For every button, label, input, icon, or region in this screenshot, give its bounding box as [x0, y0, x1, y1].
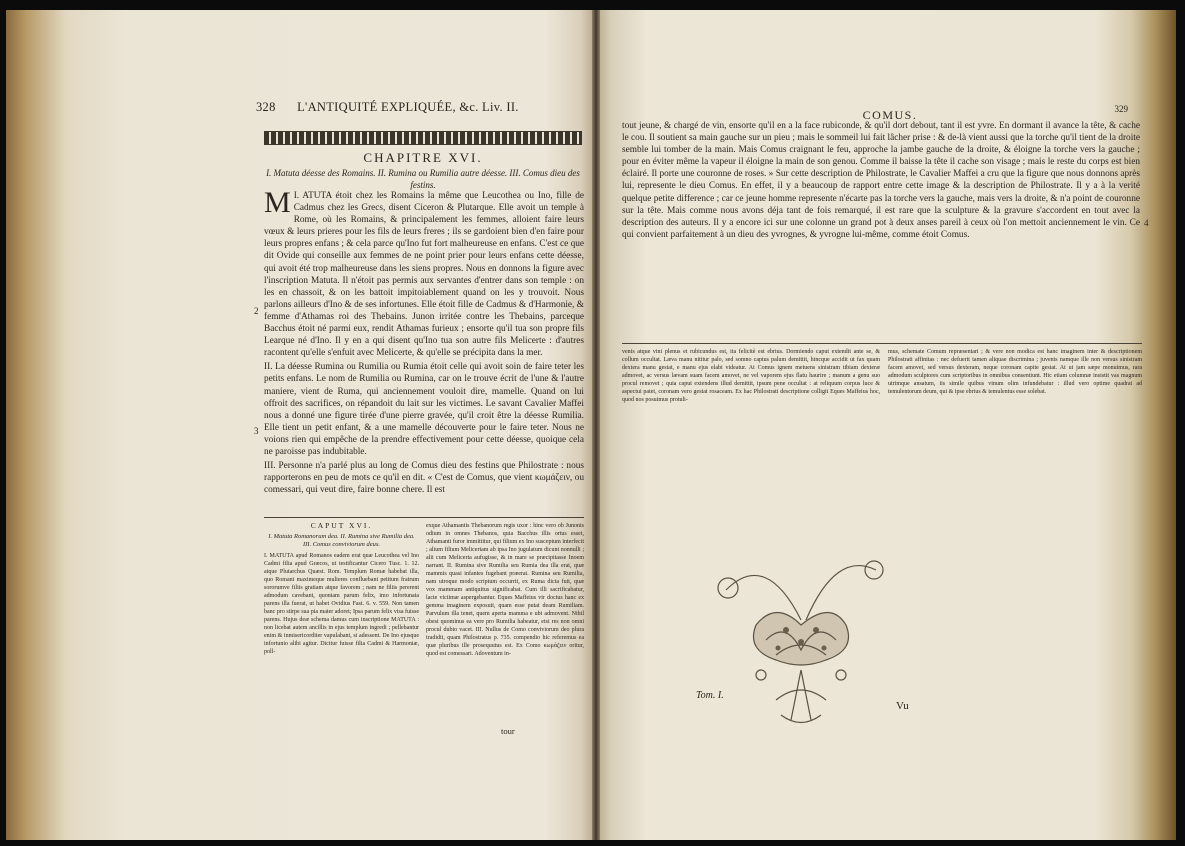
catchword-left: tour: [501, 726, 515, 736]
right-page-number: 329: [1114, 104, 1128, 114]
book-gutter: [592, 10, 600, 840]
paragraph-rumina: II. La déesse Rumina ou Rumilia ou Rumia étoit celle qui avoit soin de faire teter les petits enfans. Le nom de Rumilia ou Rumina, car on le trouve écrit de l'une & l'autre maniere, vient de Ruma, qui anciennement vouloit dire, mamelle. Quand on lui offroit des sacrifices, on répandoit du lait sur les victimes. Le savant Cavalier Maffei nous a donné une figure tirée d'une pierre gravée, qu'il croit être la déesse Rumilia. Elle tient un petit enfant, & a une mamelle découverte pour le faire teter. Nous ne voions rien qui empêche de la prendre effectivement pour cette déesse, quoique cela ne paroisse pas indubitable.: [264, 362, 584, 457]
left-running-header: [256, 100, 586, 115]
footnote-rule: [622, 343, 1142, 344]
latin-column-2: [426, 522, 584, 658]
right-page: [596, 10, 1176, 840]
chapter-summary: I. Matuta déesse des Romains. II. Rumina ou Rumilia autre déesse. III. Comus dieu des festins.: [266, 168, 580, 190]
left-page: [6, 10, 596, 840]
latin-column-1: [264, 522, 419, 656]
latin-text: I. MATUTA apud Romanos eadem erat quæ Leucothea vel Ino Cadmi filia apud Græcos, ut testificantur Cicero Tusc. 1. 12. atque Plutarchus Quæst. Rom. Templum Romæ habebat illa, quo Romani maximeque mulieres confluebant petitum fratrum sororumve filiis gratiam atque favorem ; nam ne filiis pererent admodum cavebant, quoniam parum felix, imo infortunata parens illa fuerat, ut habet Ovidius Fast. 6. v. 559. Non tamen banc pro stirpe sua pia mater adoret; Ipsa parum felix visa fuisse parens. Hujus deæ schema damus cum inscriptione MATUTA : non licebat autem ancillis in ejus templum ingredi ; pellebantur enim & inmisericorditer vapulabant, si adessent. De Ino ejusque infortunio alibi agitur. Dicitur fuisse filia Cadmi & Harmoniæ, poll-: [264, 553, 419, 655]
caput-title: CAPUT XVI.: [310, 521, 373, 530]
paragraph-comus-description: tout jeune, & chargé de vin, ensorte qu'il en a la face rubiconde, & qu'il dort debout, tant il est yvre. En dormant il avance la tête, & cache le cou. Il soutient sa main gauche sur un pieu ; mais le sommeil lui fait lâcher prise : & de-là vient aussi que la torche qu'il tient de la droite semble lui tomber de la main. Mais Comus craignant le feu, approche la jambe gauche de la droite, & éloigne la torche vers la gauche ; pour en éviter même la vapeur il éloigne la main de son genou. Comme il baisse la tête il cache son visage ; mais le reste du corps est bien éclairé. Il porte une couronne de roses. » Sur cette description de Philostrate, le Cavalier Maffei a cru que la figure que nous donnons après lui, represente le dieu Comus. En effet, il y a beaucoup de rapport entre cette image & la description de Philostrate. Il y a à la verité quelque petite difference ; car ce jeune homme represente n'écarte pas la torche vers la gauche, mais vers la droite, & n'a point de couronne sur la tête. Mais comme nous avons déja tant de fois remarqué, il est rare que la sculpture & la gravure s'accordent en tout avec la description des auteurs. Il y a encore ici sur une colonne un grand pot à deux anses pareil à ceux où l'on mettoit anciennement le vin. Ce qui convient parfaitement à un dieu des yvrognes, & yvrogne lui-même, comme étoit Comus.: [622, 121, 1140, 240]
paragraph-matuta: I. ATUTA étoit chez les Romains la même que Leucothea ou Ino, fille de Cadmus chez les Grecs, disent Ciceron & Plutarque. Elle avoit un temple à Rome, où les Romains, & principalement les femmes, alloient faire leurs vœux & leurs prieres pour les fils de leurs freres ; ils se gardoient bien d'en faire pour leurs propres enfans ; & cela parce qu'Ino fut fort malheureuse en enfans. C'est ce que dit Ovide qui conseille aux femmes de ne point prier pour leurs enfans cette déesse, qui avoit été trop malheureuse dans les siens propres. Nous en donnons la figure avec l'inscription Matuta. Il n'étoit pas permis aux servantes d'entrer dans son temple : on les en chassoit, & on les battoit impitoiablement quand on les y trouvoit. Nous parlons ailleurs d'Ino & de ses infortunes. Elle étoit fille de Cadmus & d'Harmonie, & femme d'Athamas roi des Thebains. Junon irritée contre les Thebains, parceque Bacchus étoit né parmi eux, rendit Athamas furieux ; ensorte qu'il tua son propre fils Learque né d'Ino. Il y en a qui disent qu'Ino tua son autre fils Melicerte : d'autres racontent qu'elle s'enfuit avec Melicerte, & qu'elle se précipita dans la mer.: [264, 191, 584, 359]
right-running-title: COMUS.: [862, 108, 918, 122]
french-body-right: [622, 120, 1140, 241]
chapter-title: CHAPITRE XVI.: [363, 150, 483, 165]
paragraph-comus: III. Personne n'a parlé plus au long de Comus dieu des festins que Philostrate : nous rapporterons en peu de mots ce qu'il en dit. « C'est de Comus, que vient κωμάζειν, ou comessari, qui veut dire, faire bonne chere. Il est: [264, 461, 584, 496]
left-page-number: 328: [256, 100, 276, 114]
caput-summary: I. Matuta Romanorum dea. II. Rumina sive Rumilia dea. III. Comus conviviorum deus.: [268, 533, 415, 548]
latin-column-4: mus, schemate Comum repræsentari ; & vere non modica est hanc imaginem inter & descriptionem Philostrati affinitas : nec defuerit tamen aliquae discrimina ; juvenis namque ille non versus sinistram facem amovet, sed versus dexteram, neque coronam capite gestat. At ut jam sæpe monuimus, rara admodum sculptores cum scriptoribus in omnibus consentiunt. Hic etiam columnæ insistit vas magnum utrimque ansatum, iis simile quibus vinum olim infundebatur : illud vero optime quadrat ad temulentorum deum, qui & ipse ebrius & temulentus esse solebat.: [888, 349, 1142, 395]
margin-number: 4: [1144, 218, 1149, 228]
trophy-engraving: [706, 530, 896, 740]
margin-number: 3: [254, 426, 259, 436]
latin-text: exque Athamantis Thebanorum regis uxor : hinc vero ob Junonis odium in omnes Thebanos, quia Bacchus illis ortus esset, Athamanti furor immittitur, qui filium ex Ino susceptum interfecit ; alium filium Melicertam ab ipsa Ino jugulatum dicunt nonnulli ; alii cum Melicerta aufugisse, & in mare se præcipitasse Inoem narrant. II. Rumina sive Rumilia seu Rumia dea illa erat, quæ mammis quasi infantes fugebant præerat. Rumina seu Rumilia, nam utroque modo scriptum occurrit, ex Ruma dicta fuit, quæ vox mammam antiquitus significabat. Cum illi sacrificabatur, lacte victimæ aspergebantur. Eques Maffeius vir doctus hanc ex gemma imaginem exposuit, quam esse putat deam Rumiliam. Parvulum illa tenet, quem aperta mamma e ubi admovent. Nihil obest quominus ea vere pro Rumilia habeatur, etsi res non omni procul dubio vacet. III. Nullus de Como conviviorum deo plura tradidit, quam Philostratus p. 735. compendio hic referemus ea quæ pluribus ille prosequutus est. Ex Como κωμάζειν oritur, quod est comessari. Adoventum in-: [426, 523, 584, 657]
latin-column-3: venis atque vini plenus et rubicundus est, ita felicitè est ebrius. Dormiendo caput extendit ante se, & collum occultat. Læva manu nititur palo, sed somno captus palum demittit, hincque accidit ut fax quam dextera manu gestat, e manu ejus elabi videatur. At Comus ignem metuens sinistram tibiam dexteræ admovet, ac versus lævam suam facem amovet, ne vel vaporem ejus flatu haurire ; manum a genu suo procul removet ; quia caput extendens illud demittit, ipsum pene occultat : at reliquum corpus luce & aspectui patet, coronam vero gestat rosaceam. Ex hac Philostrati descriptione colligit Eques Maffeius hoc, quod nos posuimus protuli-: [622, 349, 880, 403]
decorative-band: [264, 131, 582, 145]
left-running-title: L'ANTIQUITÉ EXPLIQUÉE, &c. Liv. II.: [297, 100, 519, 114]
french-body-left: [264, 186, 584, 496]
open-book: [6, 10, 1176, 840]
footnote-rule: [264, 517, 584, 518]
catchword-right: Vu: [896, 700, 909, 712]
margin-number: 2: [254, 306, 259, 316]
signature-mark: Tom. I.: [696, 690, 724, 701]
drop-cap: M: [264, 186, 291, 219]
